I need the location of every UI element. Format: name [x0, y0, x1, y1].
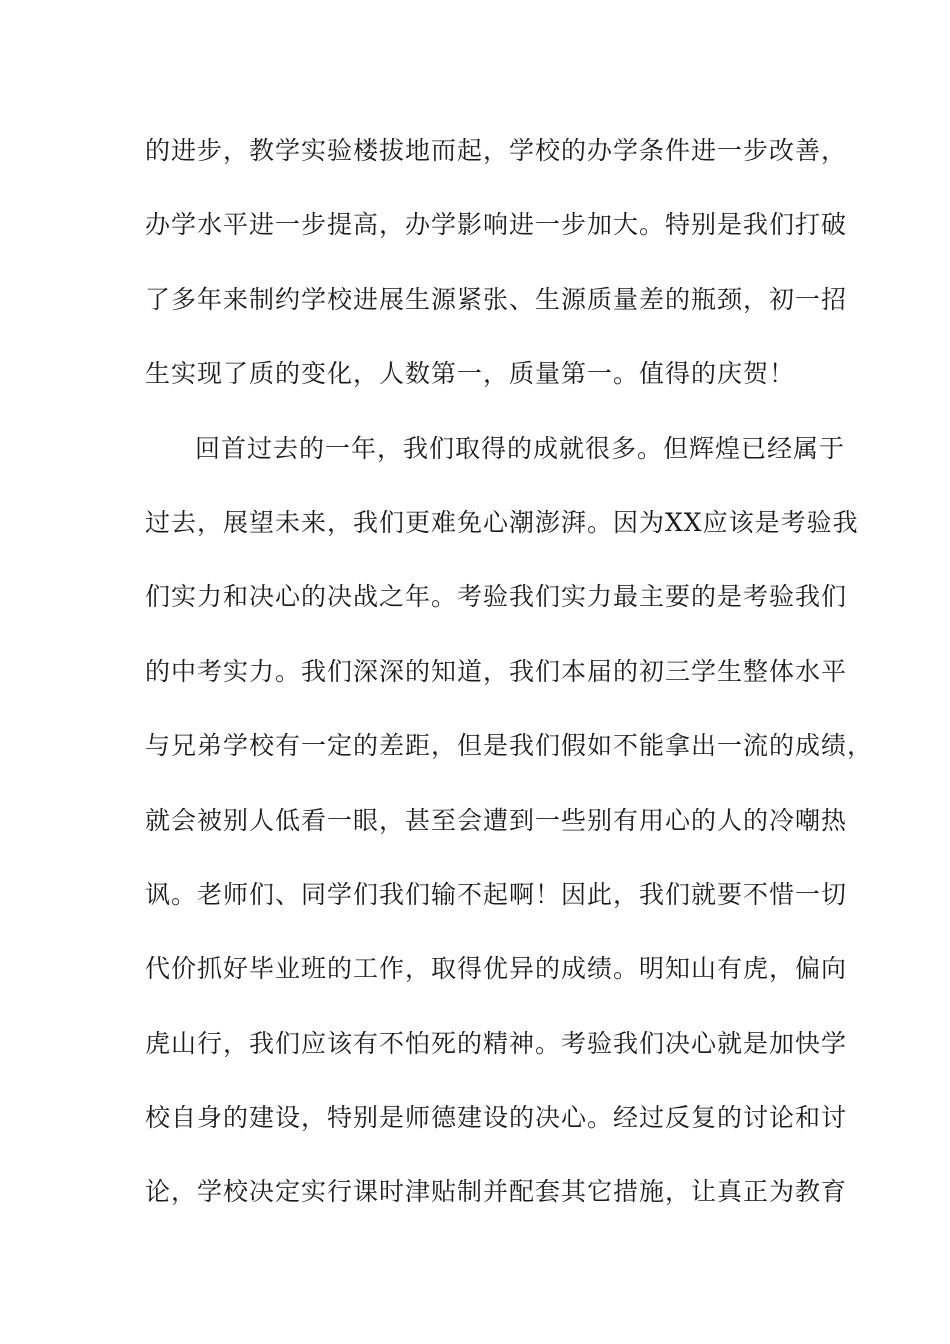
- text-line-4: 生实现了质的变化，人数第一，质量第一。值得的庆贺！: [145, 359, 796, 389]
- text-line-12: 代价抓好毕业班的工作，取得优异的成绩。明知山有虎，偏向: [145, 954, 848, 984]
- text-line-9: 与兄弟学校有一定的差距，但是我们假如不能拿出一流的成绩，: [145, 731, 874, 761]
- document-body: [145, 120, 874, 1236]
- text-line-14: 校自身的建设，特别是师德建设的决心。经过反复的讨论和讨: [145, 1103, 848, 1133]
- text-line-1: 的进步，教学实验楼拔地而起，学校的办学条件进一步改善，: [145, 136, 848, 165]
- text-line-6: 过去，展望未来，我们更难免心潮澎湃。因为XX应该是考验我: [145, 507, 859, 537]
- text-line-13: 虎山行，我们应该有不怕死的精神。考验我们决心就是加快学: [145, 1028, 848, 1058]
- text-line-2: 办学水平进一步提高，办学影响进一步加大。特别是我们打破: [145, 210, 848, 240]
- text-line-3: 了多年来制约学校进展生源紧张、生源质量差的瓶颈，初一招: [145, 284, 848, 314]
- text-line-5: 回首过去的一年，我们取得的成就很多。但辉煌已经属于: [195, 433, 846, 463]
- text-line-8: 的中考实力。我们深深的知道，我们本届的初三学生整体水平: [145, 656, 848, 686]
- text-line-7: 们实力和决心的决战之年。考验我们实力最主要的是考验我们: [145, 582, 848, 612]
- text-line-11: 讽。老师们、同学们我们输不起啊！因此，我们就要不惜一切: [145, 879, 848, 909]
- text-line-15: 论，学校决定实行课时津贴制并配套其它措施，让真正为教育: [145, 1177, 848, 1207]
- text-line-10: 就会被别人低看一眼，甚至会遭到一些别有用心的人的冷嘲热: [145, 805, 848, 835]
